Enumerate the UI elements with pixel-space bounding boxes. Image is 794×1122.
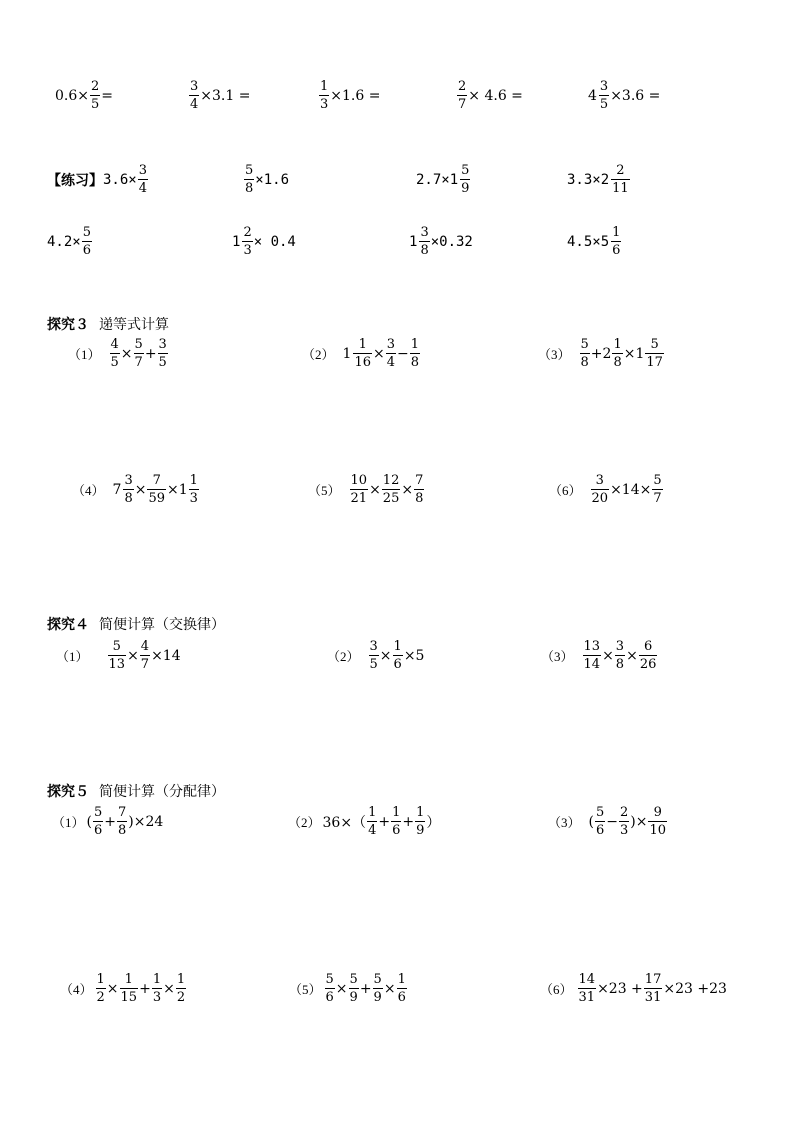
problem-label: （4）	[72, 483, 105, 498]
fraction	[120, 973, 139, 1004]
operator: +	[144, 345, 157, 362]
denominator: 3	[189, 491, 198, 506]
operator: ×	[401, 481, 414, 498]
fraction	[90, 80, 100, 111]
denominator: 8	[118, 823, 127, 838]
s4-problem-3	[541, 640, 658, 671]
numerator: 3	[599, 79, 609, 94]
denominator: 17	[646, 355, 663, 370]
fraction	[611, 226, 621, 257]
numerator: 5	[82, 225, 91, 240]
fraction	[578, 973, 597, 1004]
numerator: 3	[615, 639, 625, 654]
operator: )×24	[128, 813, 164, 830]
operator: ×	[383, 980, 396, 997]
text: ×0.32	[430, 233, 473, 250]
numerator: 3	[138, 163, 147, 178]
fraction	[457, 80, 467, 111]
denominator: 6	[82, 243, 91, 258]
operator: ×	[602, 647, 614, 664]
denominator: 6	[393, 657, 402, 672]
numerator: 1	[410, 337, 420, 352]
s3-problem-1	[68, 338, 169, 369]
problem-label: （2）	[327, 649, 360, 664]
operator: −	[606, 813, 618, 830]
denominator: 13	[108, 657, 126, 672]
fraction	[591, 474, 610, 505]
text: × 4.6 =	[468, 87, 523, 104]
denominator: 9	[416, 823, 425, 838]
denominator: 8	[613, 355, 622, 370]
operator: +	[378, 813, 391, 830]
problem-1-2	[188, 80, 250, 111]
operator: ×23 +23	[663, 980, 727, 997]
numerator: 5	[650, 337, 659, 352]
operator: ×	[379, 647, 392, 664]
numerator: 3	[595, 473, 604, 488]
numerator: 1	[176, 972, 186, 987]
problem-1-4	[456, 80, 523, 111]
numerator: 12	[382, 473, 400, 488]
denominator: 6	[93, 823, 103, 838]
denominator: 59	[148, 491, 165, 506]
denominator: 7	[140, 657, 150, 672]
denominator: 9	[461, 181, 470, 196]
denominator: 7	[653, 491, 662, 506]
operator: +	[139, 980, 151, 997]
s3-problem-5	[308, 474, 425, 505]
whole-number: 7	[112, 481, 122, 498]
whole-number: 5	[600, 233, 610, 250]
denominator: 9	[349, 990, 358, 1005]
numerator: 17	[644, 972, 662, 987]
text: × 0.4	[253, 233, 296, 250]
numerator: 1	[152, 972, 162, 987]
operator: +2	[590, 345, 612, 362]
operator: ×14	[151, 647, 181, 664]
text: ×1.6 =	[330, 87, 381, 104]
problem-1-5	[588, 80, 660, 111]
numerator: 5	[461, 163, 470, 178]
operator: +	[402, 813, 415, 830]
numerator: 5	[245, 163, 254, 178]
denominator: 6	[397, 990, 406, 1005]
denominator: 2	[96, 990, 105, 1005]
numerator: 5	[653, 473, 662, 488]
operator: −	[397, 345, 409, 362]
numerator: 2	[620, 805, 629, 820]
problem-label: （5）	[308, 483, 341, 498]
numerator: 2	[243, 225, 252, 240]
fraction	[460, 164, 470, 195]
operator: 36×（	[322, 814, 367, 831]
denominator: 5	[91, 97, 100, 112]
operator: ×23 +	[597, 980, 643, 997]
denominator: 3	[620, 823, 629, 838]
denominator: 8	[124, 491, 133, 506]
fraction	[189, 474, 199, 505]
denominator: 3	[243, 243, 252, 258]
problem-label: （1）	[56, 649, 89, 664]
denominator: 5	[369, 657, 378, 672]
fraction	[595, 806, 605, 837]
denominator: 6	[595, 823, 605, 838]
text: ×1.6	[255, 171, 289, 188]
fraction	[615, 640, 625, 671]
denominator: 8	[410, 355, 420, 370]
fraction	[108, 640, 127, 671]
numerator: 4	[110, 337, 119, 352]
numerator: 13	[583, 639, 601, 654]
fraction	[397, 973, 407, 1004]
denominator: 10	[649, 823, 667, 838]
denominator: 2	[176, 990, 186, 1005]
fraction	[325, 973, 335, 1004]
numerator: 4	[140, 639, 150, 654]
section-5-heading	[47, 781, 225, 801]
numerator: 5	[325, 972, 334, 987]
fraction	[599, 80, 609, 111]
numerator: 7	[118, 805, 127, 820]
denominator: 14	[583, 657, 601, 672]
fraction	[140, 640, 150, 671]
denominator: 3	[320, 97, 329, 112]
numerator: 5	[349, 972, 358, 987]
text: 3.3×	[567, 171, 601, 188]
fraction	[373, 973, 383, 1004]
numerator: 1	[368, 805, 377, 820]
operator: ×	[106, 980, 119, 997]
numerator: 1	[612, 225, 621, 240]
fraction	[319, 80, 329, 111]
whole-number: 2	[600, 171, 610, 188]
fraction	[645, 338, 664, 369]
numerator: 1	[189, 473, 198, 488]
numerator: 3	[369, 639, 378, 654]
denominator: 9	[373, 990, 382, 1005]
denominator: 6	[392, 823, 401, 838]
fraction	[134, 338, 144, 369]
problem-label: （4）	[60, 982, 93, 997]
s3-problem-6	[549, 474, 664, 505]
denominator: 15	[120, 990, 138, 1005]
fraction	[652, 474, 662, 505]
fraction	[391, 806, 401, 837]
fraction	[152, 973, 162, 1004]
fraction	[138, 164, 148, 195]
section-title: 探究４	[47, 616, 89, 632]
denominator: 25	[382, 491, 400, 506]
section-3-heading	[47, 314, 169, 334]
operator: ×5	[403, 647, 425, 664]
numerator: 3	[386, 337, 395, 352]
practice-2-1	[47, 226, 93, 257]
fraction	[96, 973, 106, 1004]
denominator: 5	[599, 97, 609, 112]
fraction	[176, 973, 186, 1004]
fraction	[419, 226, 429, 257]
fraction	[123, 474, 133, 505]
denominator: 3	[152, 990, 162, 1005]
fraction	[410, 338, 420, 369]
numerator: 1	[416, 805, 425, 820]
denominator: 8	[420, 243, 429, 258]
whole-number: 1	[342, 345, 352, 362]
fraction	[415, 806, 425, 837]
operator: +	[104, 813, 116, 830]
fraction	[583, 640, 602, 671]
operator: ×	[127, 647, 139, 664]
operator: ×	[335, 980, 348, 997]
numerator: 3	[158, 337, 167, 352]
practice-1-2	[243, 164, 289, 195]
whole-number: 4	[588, 87, 597, 104]
problem-label: （3）	[538, 347, 571, 362]
text: 4.5×	[567, 233, 601, 250]
denominator: 6	[612, 243, 621, 258]
operator: ）	[426, 814, 441, 831]
numerator: 2	[616, 163, 625, 178]
s3-problem-4	[72, 474, 200, 505]
numerator: 14	[578, 972, 596, 987]
fraction	[158, 338, 168, 369]
fraction	[147, 474, 166, 505]
fraction	[93, 806, 103, 837]
numerator: 9	[653, 805, 662, 820]
problem-1-1	[55, 80, 113, 111]
operator: +	[359, 980, 372, 997]
fraction	[349, 973, 359, 1004]
fraction	[350, 474, 369, 505]
numerator: 3	[420, 225, 429, 240]
text: 4.2×	[47, 233, 81, 250]
denominator: 7	[458, 97, 467, 112]
numerator: 3	[124, 473, 133, 488]
denominator: 4	[190, 97, 199, 112]
numerator: 7	[152, 473, 161, 488]
s4-problem-1	[56, 640, 181, 671]
fraction	[117, 806, 127, 837]
numerator: 5	[134, 337, 143, 352]
operator: ×	[372, 345, 385, 362]
s5-problem-4	[60, 973, 187, 1004]
denominator: 11	[612, 181, 629, 196]
denominator: 8	[245, 181, 254, 196]
s4-problem-2	[327, 640, 424, 671]
fraction	[244, 164, 254, 195]
denominator: 21	[350, 491, 368, 506]
section-title: 探究３	[47, 316, 89, 332]
numerator: 5	[93, 805, 103, 820]
text: 0.6×	[55, 87, 89, 104]
problem-label: （3）	[548, 815, 581, 830]
section-subtitle: 递等式计算	[99, 316, 169, 332]
denominator: 26	[639, 657, 657, 672]
problem-label: （6）	[549, 483, 582, 498]
fraction	[367, 806, 377, 837]
s5-problem-2	[288, 806, 440, 837]
text: =	[101, 87, 114, 104]
text: 2.7×	[416, 171, 450, 188]
numerator: 5	[595, 805, 605, 820]
numerator: 1	[397, 972, 406, 987]
text: ×3.6 =	[610, 87, 661, 104]
section-subtitle: 简便计算（交换律）	[99, 616, 225, 632]
denominator: 8	[615, 657, 625, 672]
fraction	[386, 338, 396, 369]
fraction	[580, 338, 590, 369]
problem-label: （1）	[52, 815, 85, 830]
fraction	[639, 640, 658, 671]
fraction	[612, 338, 622, 369]
problem-label: （2）	[288, 815, 321, 830]
denominator: 6	[325, 990, 334, 1005]
denominator: 5	[158, 355, 167, 370]
numerator: 10	[350, 473, 368, 488]
fraction	[619, 806, 629, 837]
fraction	[414, 474, 424, 505]
problem-label: （3）	[541, 649, 574, 664]
s5-problem-6	[540, 973, 727, 1004]
operator: ×	[134, 481, 147, 498]
s5-problem-3	[548, 806, 668, 837]
numerator: 1	[393, 639, 402, 654]
denominator: 16	[354, 355, 371, 370]
numerator: 1	[392, 805, 401, 820]
denominator: 4	[138, 181, 147, 196]
numerator: 7	[415, 473, 424, 488]
operator: ×	[163, 980, 175, 997]
fraction	[189, 80, 199, 111]
fraction	[644, 973, 663, 1004]
operator: ×1	[167, 481, 188, 498]
fraction	[110, 338, 120, 369]
operator: ×	[120, 345, 133, 362]
fraction	[611, 164, 630, 195]
operator: ×14×	[610, 481, 652, 498]
numerator: 1	[613, 337, 622, 352]
s3-problem-3	[538, 338, 665, 369]
numerator: 1	[358, 337, 367, 352]
fraction	[382, 474, 401, 505]
operator: ×1	[623, 345, 645, 362]
fraction	[242, 226, 252, 257]
practice-1-3	[416, 164, 471, 195]
fraction	[393, 640, 403, 671]
denominator: 5	[110, 355, 119, 370]
fraction	[369, 640, 379, 671]
problem-label: （1）	[68, 347, 101, 362]
fraction	[82, 226, 92, 257]
problem-label: （2）	[302, 347, 335, 362]
numerator: 1	[96, 972, 105, 987]
operator: ×	[626, 647, 638, 664]
whole-number: 1	[232, 233, 241, 250]
denominator: 7	[134, 355, 143, 370]
numerator: 6	[643, 639, 653, 654]
fraction	[353, 338, 372, 369]
denominator: 4	[386, 355, 395, 370]
numerator: 5	[112, 639, 121, 654]
section-title: 探究５	[47, 783, 89, 799]
text: 3.6×	[103, 171, 137, 188]
numerator: 1	[320, 79, 329, 94]
section-subtitle: 简便计算（分配律）	[99, 783, 225, 799]
numerator: 5	[580, 337, 589, 352]
practice-1-4	[567, 164, 631, 195]
practice-1-1	[47, 164, 149, 195]
text: ×3.1 =	[200, 87, 251, 104]
numerator: 5	[373, 972, 382, 987]
whole-number: 1	[449, 171, 459, 188]
operator: (	[86, 813, 92, 830]
s3-problem-2	[302, 338, 421, 369]
denominator: 4	[368, 823, 377, 838]
operator: )×	[630, 813, 648, 830]
practice-2-3	[409, 226, 473, 257]
denominator: 31	[578, 990, 596, 1005]
numerator: 2	[91, 79, 100, 94]
numerator: 2	[458, 79, 467, 94]
problem-label: （6）	[540, 982, 573, 997]
whole-number: 1	[409, 233, 418, 250]
operator: ×	[369, 481, 381, 498]
section-4-heading	[47, 614, 225, 634]
s5-problem-1	[52, 806, 163, 837]
problem-1-3	[318, 80, 380, 111]
operator: (	[588, 813, 594, 830]
problem-label: （5）	[289, 982, 322, 997]
denominator: 8	[580, 355, 589, 370]
denominator: 20	[591, 491, 609, 506]
practice-label: 【练习】	[47, 171, 103, 188]
s5-problem-5	[289, 973, 408, 1004]
denominator: 8	[415, 491, 424, 506]
fraction	[648, 806, 667, 837]
numerator: 3	[190, 79, 199, 94]
numerator: 1	[124, 972, 133, 987]
practice-2-4	[567, 226, 622, 257]
practice-2-2	[232, 226, 296, 257]
denominator: 31	[644, 990, 662, 1005]
